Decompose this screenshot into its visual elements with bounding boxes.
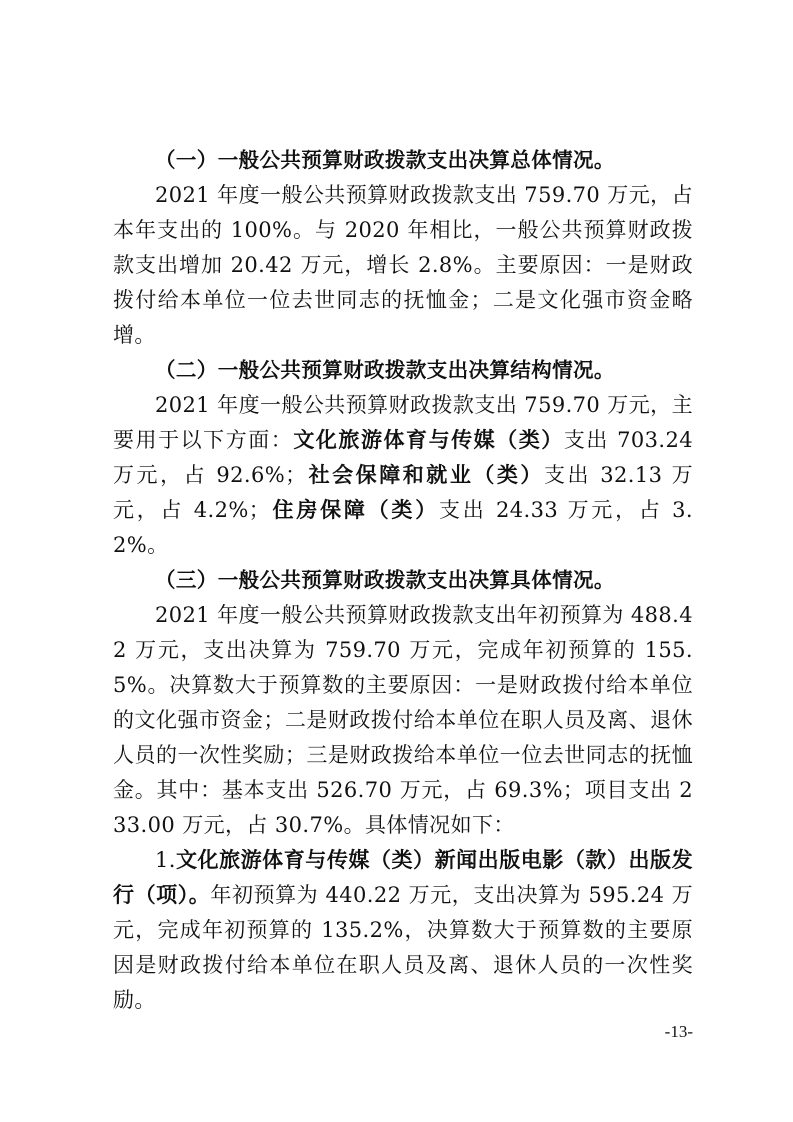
category-housing-text: 支出 24.33 万元，占 3.2%。 xyxy=(113,498,693,557)
document-body xyxy=(113,143,693,1018)
section-2-intro: 2021 年度一般公共预算财政拨款支出 759.70 万元，主要用于以下方面： xyxy=(113,393,693,452)
item-1-number: 1. xyxy=(155,848,176,872)
page-number: -13- xyxy=(664,1022,693,1041)
item-1-title: 文化旅游体育与传媒（类）新闻出版电影（款）出版发行（项）。 xyxy=(113,848,693,907)
category-culture-text: 支出 703.24 万元，占 92.6%； xyxy=(113,428,693,487)
category-social-label: 社会保障和就业（类） xyxy=(306,463,544,487)
category-housing-label: 住房保障（类） xyxy=(270,498,439,522)
category-social-text: 支出 32.13 万元，占 4.2%； xyxy=(113,463,693,522)
section-2-paragraph xyxy=(113,388,693,563)
item-1-paragraph xyxy=(113,843,693,1018)
section-2-heading: （二）一般公共预算财政拨款支出决算结构情况。 xyxy=(155,358,615,382)
item-1-text: 年初预算为 440.22 万元，支出决算为 595.24 万元，完成年初预算的 135.2%，决算数大于预算数的主要原因是财政拨付给本单位在职人员及离、退休人员的一次性奖励。 xyxy=(113,883,693,1012)
section-1-heading: （一）一般公共预算财政拨款支出决算总体情况。 xyxy=(155,148,615,172)
category-culture-label: 文化旅游体育与传媒（类） xyxy=(293,428,564,452)
section-3-heading: （三）一般公共预算财政拨款支出决算具体情况。 xyxy=(155,568,615,592)
section-1-paragraph: 2021 年度一般公共预算财政拨款支出 759.70 万元，占本年支出的 100%。与 2020 年相比，一般公共预算财政拨款支出增加 20.42 万元，增长 2.8%。主要原因：一是财政拨付给本单位一位去世同志的抚恤金；二是文化强市资金略增。 xyxy=(113,183,693,347)
section-3-paragraph: 2021 年度一般公共预算财政拨款支出年初预算为 488.42 万元，支出决算为 759.70 万元，完成年初预算的 155.5%。决算数大于预算数的主要原因：一是财政拨付给本单位的文化强市资金；二是财政拨付给本单位在职人员及离、退休人员的一次性奖励；三是财政拨给本单位一位去世同志的抚恤金。其中：基本支出 526.70 万元，占 69.3%；项目支出 233.00 万元，占 30.7%。具体情况如下： xyxy=(113,603,693,837)
